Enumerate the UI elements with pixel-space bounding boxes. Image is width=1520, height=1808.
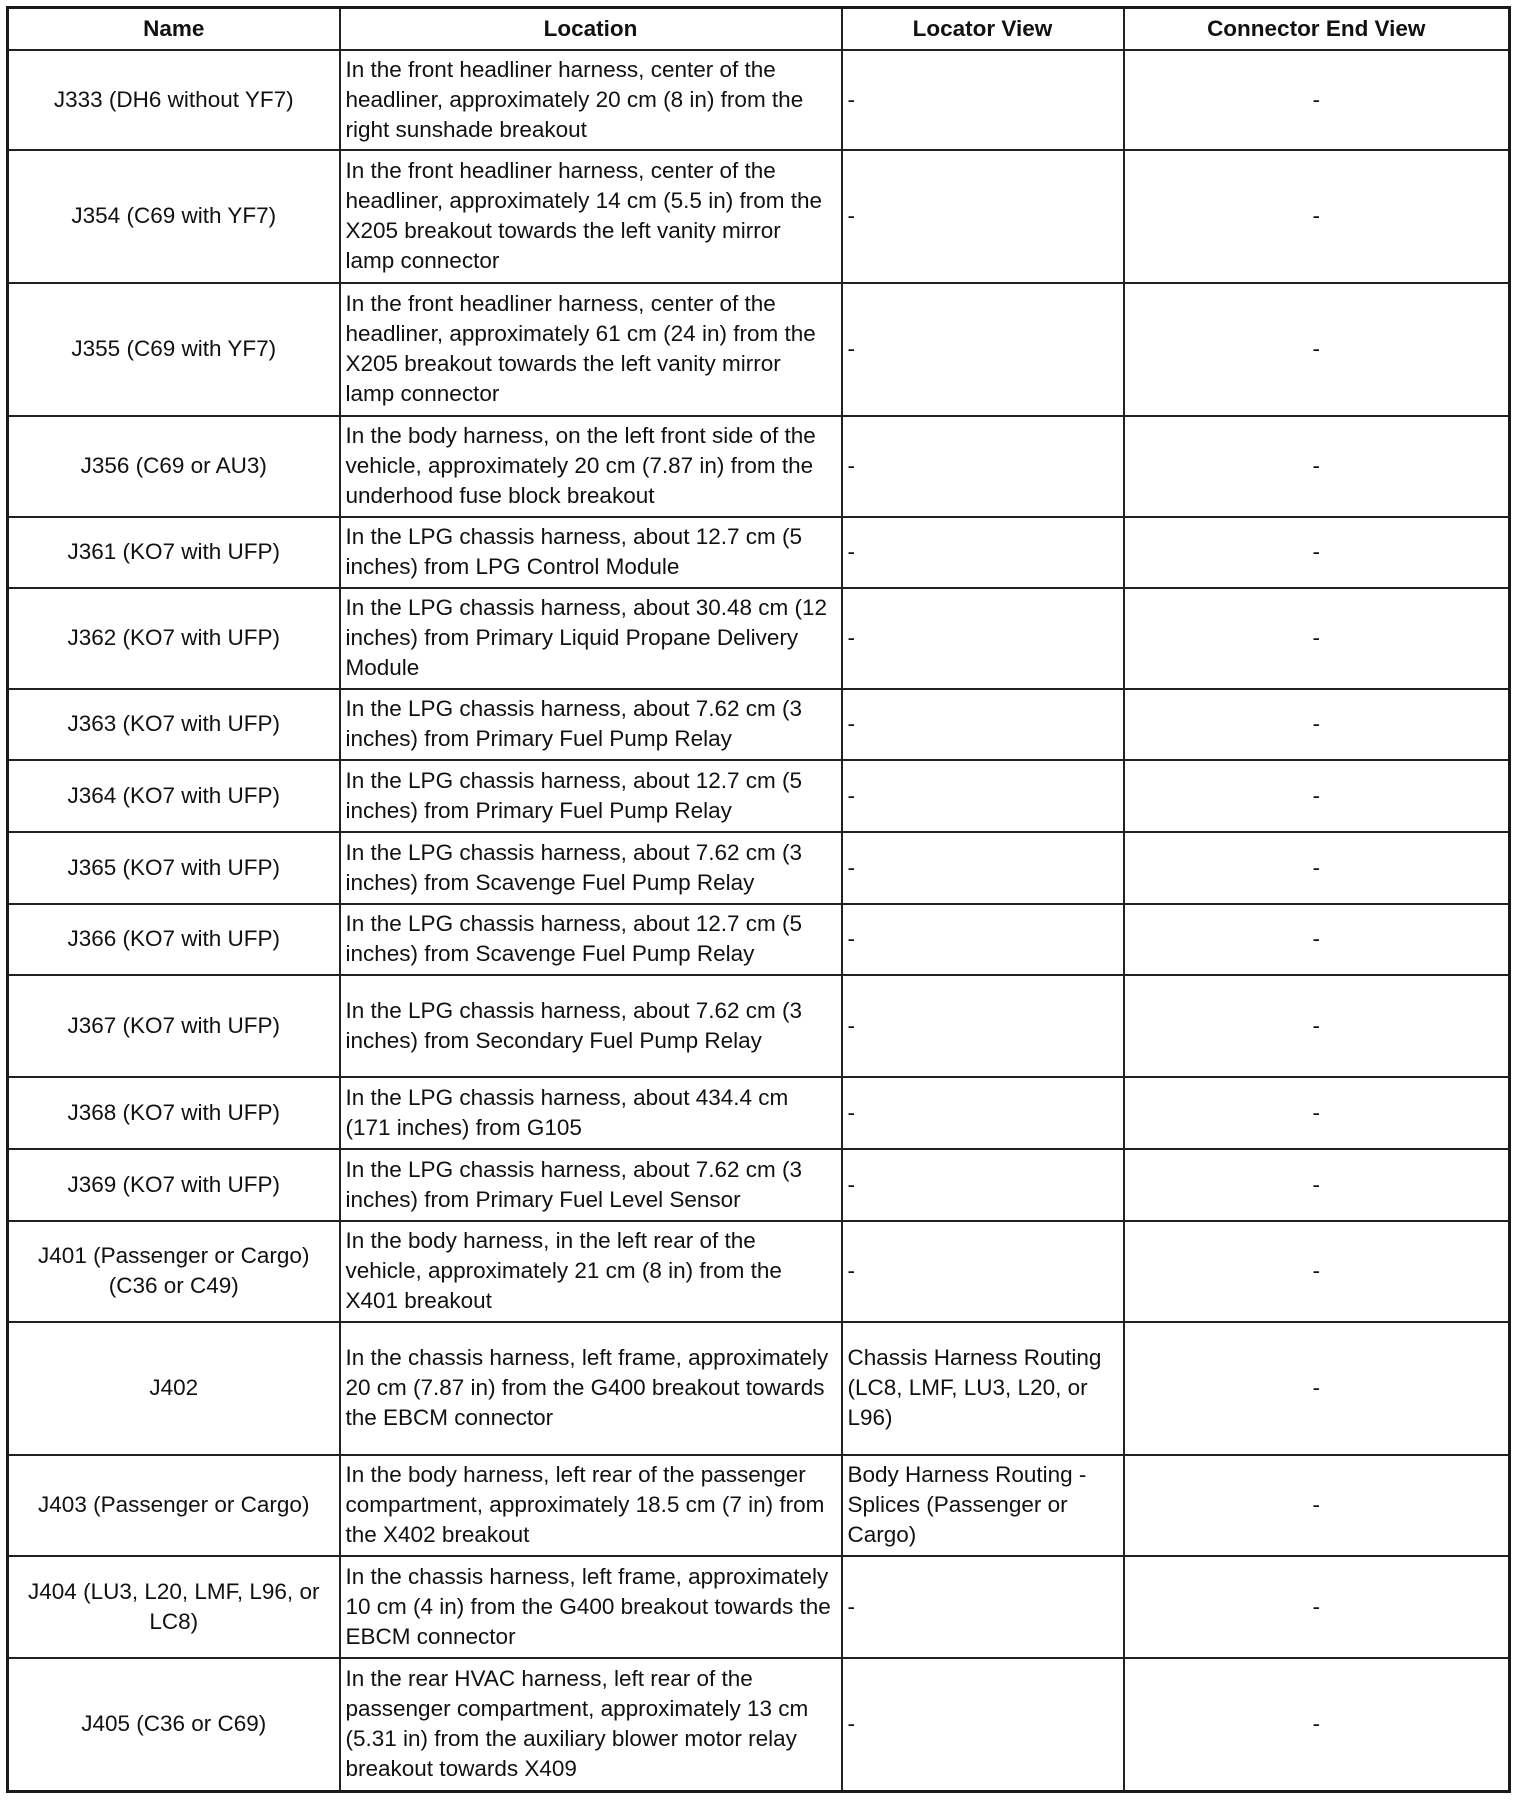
cell-location: In the LPG chassis harness, about 7.62 cm (3 inches) from Primary Fuel Level Sensor xyxy=(340,1149,842,1221)
cell-connector-end-view: - xyxy=(1124,832,1510,904)
inline-harness-connector-table xyxy=(6,6,1511,1793)
cell-locator-view: - xyxy=(842,832,1124,904)
table-row xyxy=(8,150,1510,283)
table-row xyxy=(8,1221,1510,1322)
cell-locator-view: - xyxy=(842,150,1124,283)
table-row xyxy=(8,689,1510,760)
cell-location: In the LPG chassis harness, about 7.62 cm (3 inches) from Secondary Fuel Pump Relay xyxy=(340,975,842,1077)
cell-connector-end-view: - xyxy=(1124,150,1510,283)
table-row xyxy=(8,832,1510,904)
cell-locator-view: Body Harness Routing - Splices (Passenger or Cargo) xyxy=(842,1455,1124,1556)
cell-connector-end-view: - xyxy=(1124,50,1510,150)
table-row xyxy=(8,1556,1510,1658)
cell-location: In the LPG chassis harness, about 434.4 cm (171 inches) from G105 xyxy=(340,1077,842,1149)
cell-name: J402 xyxy=(8,1322,340,1455)
cell-name: J364 (KO7 with UFP) xyxy=(8,760,340,832)
cell-name: J354 (C69 with YF7) xyxy=(8,150,340,283)
table-row xyxy=(8,588,1510,689)
connector-table-container xyxy=(6,6,1511,1793)
cell-locator-view: - xyxy=(842,1556,1124,1658)
header-location: Location xyxy=(340,8,842,51)
cell-connector-end-view: - xyxy=(1124,1455,1510,1556)
cell-connector-end-view: - xyxy=(1124,760,1510,832)
table-row xyxy=(8,50,1510,150)
table-row xyxy=(8,975,1510,1077)
table-row xyxy=(8,283,1510,416)
cell-location: In the front headliner harness, center of the headliner, approximately 14 cm (5.5 in) from the X205 breakout towards the left vanity mirror lamp connector xyxy=(340,150,842,283)
cell-locator-view: - xyxy=(842,1221,1124,1322)
header-connector-end-view: Connector End View xyxy=(1124,8,1510,51)
table-row xyxy=(8,1658,1510,1791)
cell-locator-view: - xyxy=(842,517,1124,588)
cell-name: J405 (C36 or C69) xyxy=(8,1658,340,1791)
cell-name: J369 (KO7 with UFP) xyxy=(8,1149,340,1221)
table-row xyxy=(8,1077,1510,1149)
cell-locator-view: - xyxy=(842,416,1124,517)
cell-location: In the LPG chassis harness, about 30.48 cm (12 inches) from Primary Liquid Propane Delivery Module xyxy=(340,588,842,689)
table-row xyxy=(8,904,1510,975)
cell-connector-end-view: - xyxy=(1124,283,1510,416)
cell-name: J365 (KO7 with UFP) xyxy=(8,832,340,904)
cell-locator-view: - xyxy=(842,588,1124,689)
cell-locator-view: - xyxy=(842,975,1124,1077)
cell-connector-end-view: - xyxy=(1124,1658,1510,1791)
cell-location: In the LPG chassis harness, about 7.62 cm (3 inches) from Scavenge Fuel Pump Relay xyxy=(340,832,842,904)
table-row xyxy=(8,760,1510,832)
cell-locator-view: - xyxy=(842,1658,1124,1791)
cell-name: J356 (C69 or AU3) xyxy=(8,416,340,517)
cell-connector-end-view: - xyxy=(1124,1322,1510,1455)
cell-locator-view: - xyxy=(842,1077,1124,1149)
cell-name: J367 (KO7 with UFP) xyxy=(8,975,340,1077)
cell-locator-view: - xyxy=(842,283,1124,416)
cell-location: In the body harness, in the left rear of the vehicle, approximately 21 cm (8 in) from the X401 breakout xyxy=(340,1221,842,1322)
cell-locator-view: - xyxy=(842,50,1124,150)
cell-location: In the front headliner harness, center of the headliner, approximately 61 cm (24 in) from the X205 breakout towards the left vanity mirror lamp connector xyxy=(340,283,842,416)
cell-name: J366 (KO7 with UFP) xyxy=(8,904,340,975)
cell-name: J361 (KO7 with UFP) xyxy=(8,517,340,588)
header-name: Name xyxy=(8,8,340,51)
cell-name: J362 (KO7 with UFP) xyxy=(8,588,340,689)
cell-connector-end-view: - xyxy=(1124,904,1510,975)
cell-connector-end-view: - xyxy=(1124,1149,1510,1221)
cell-location: In the chassis harness, left frame, approximately 20 cm (7.87 in) from the G400 breakout towards the EBCM connector xyxy=(340,1322,842,1455)
cell-name: J368 (KO7 with UFP) xyxy=(8,1077,340,1149)
cell-location: In the front headliner harness, center of the headliner, approximately 20 cm (8 in) from the right sunshade breakout xyxy=(340,50,842,150)
cell-connector-end-view: - xyxy=(1124,588,1510,689)
table-row xyxy=(8,1322,1510,1455)
cell-name: J333 (DH6 without YF7) xyxy=(8,50,340,150)
cell-location: In the LPG chassis harness, about 12.7 cm (5 inches) from Primary Fuel Pump Relay xyxy=(340,760,842,832)
cell-connector-end-view: - xyxy=(1124,1556,1510,1658)
table-row xyxy=(8,517,1510,588)
cell-name: J401 (Passenger or Cargo) (C36 or C49) xyxy=(8,1221,340,1322)
cell-location: In the rear HVAC harness, left rear of the passenger compartment, approximately 13 cm (5.31 in) from the auxiliary blower motor relay breakout towards X409 xyxy=(340,1658,842,1791)
cell-locator-view: Chassis Harness Routing (LC8, LMF, LU3, L20, or L96) xyxy=(842,1322,1124,1455)
cell-connector-end-view: - xyxy=(1124,416,1510,517)
table-row xyxy=(8,416,1510,517)
cell-name: J355 (C69 with YF7) xyxy=(8,283,340,416)
table-row xyxy=(8,1455,1510,1556)
table-row xyxy=(8,1149,1510,1221)
header-locator-view: Locator View xyxy=(842,8,1124,51)
cell-name: J403 (Passenger or Cargo) xyxy=(8,1455,340,1556)
cell-name: J404 (LU3, L20, LMF, L96, or LC8) xyxy=(8,1556,340,1658)
cell-locator-view: - xyxy=(842,760,1124,832)
table-header-row xyxy=(8,8,1510,51)
cell-locator-view: - xyxy=(842,689,1124,760)
cell-connector-end-view: - xyxy=(1124,517,1510,588)
cell-connector-end-view: - xyxy=(1124,689,1510,760)
cell-connector-end-view: - xyxy=(1124,975,1510,1077)
cell-connector-end-view: - xyxy=(1124,1077,1510,1149)
cell-location: In the body harness, on the left front side of the vehicle, approximately 20 cm (7.87 in) from the underhood fuse block breakout xyxy=(340,416,842,517)
cell-location: In the chassis harness, left frame, approximately 10 cm (4 in) from the G400 breakout towards the EBCM connector xyxy=(340,1556,842,1658)
cell-locator-view: - xyxy=(842,904,1124,975)
cell-location: In the LPG chassis harness, about 12.7 cm (5 inches) from LPG Control Module xyxy=(340,517,842,588)
cell-location: In the LPG chassis harness, about 12.7 cm (5 inches) from Scavenge Fuel Pump Relay xyxy=(340,904,842,975)
cell-locator-view: - xyxy=(842,1149,1124,1221)
cell-location: In the LPG chassis harness, about 7.62 cm (3 inches) from Primary Fuel Pump Relay xyxy=(340,689,842,760)
cell-name: J363 (KO7 with UFP) xyxy=(8,689,340,760)
cell-location: In the body harness, left rear of the passenger compartment, approximately 18.5 cm (7 in) from the X402 breakout xyxy=(340,1455,842,1556)
cell-connector-end-view: - xyxy=(1124,1221,1510,1322)
